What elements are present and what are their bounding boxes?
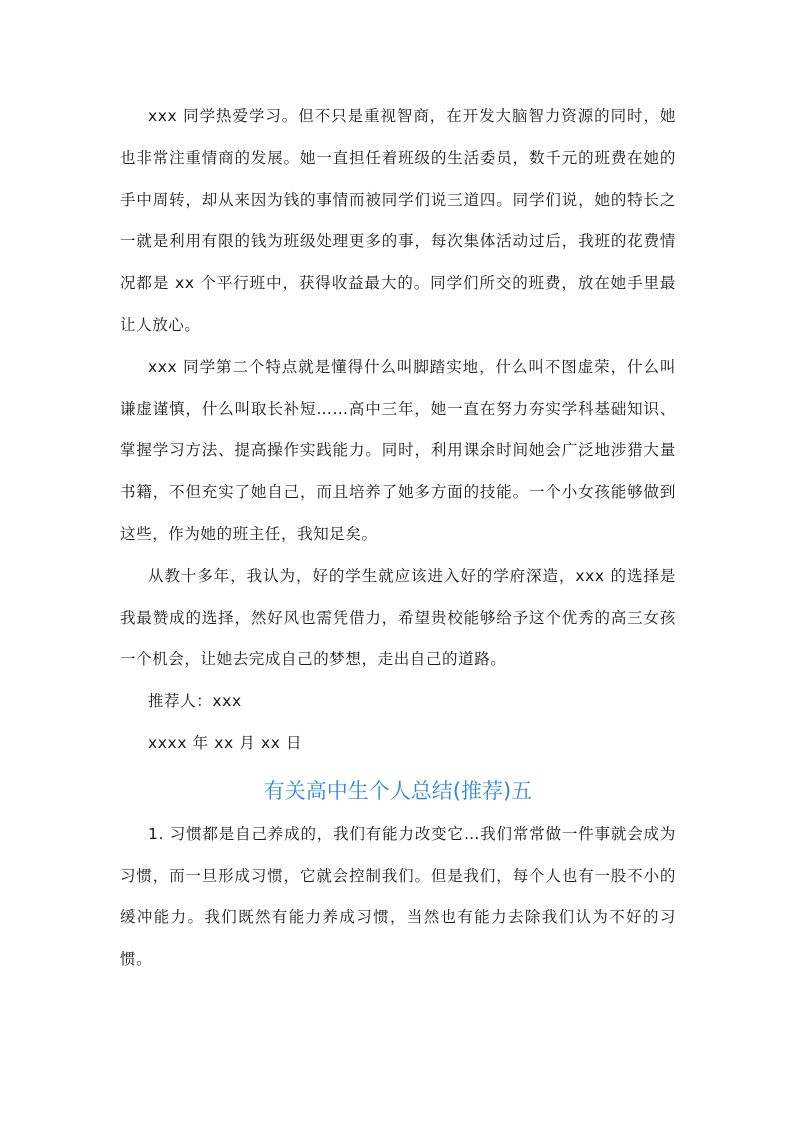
section-heading: 有关高中生个人总结(推荐)五	[263, 778, 533, 803]
document-page	[120, 96, 676, 981]
recommender-signature: 推荐人：xxx	[148, 692, 242, 711]
signature-date: xxxx 年 xx 月 xx 日	[148, 733, 303, 752]
paragraph-study: xxx 同学热爱学习。但不只是重视智商，在开发大脑智力资源的同时，她也非常注重情商的发展。她一直担任着班级的生活委员，数千元的班费在她的手中周转，却从来因为钱的事情而被同学们说三道四。同学们说，她的特长之一就是利用有限的钱为班级处理更多的事，每次集体活动过后，我班的花费情况都是 xx 个平行班中，获得收益最大的。同学们所交的班费，放在她手里最让人放心。	[120, 107, 676, 334]
paragraph-habits: 1. 习惯都是自己养成的，我们有能力改变它…我们常常做一件事就会成为习惯，而一旦形成习惯，它就会控制我们。但是我们，每个人也有一股不小的缓冲能力。我们既然有能力养成习惯，当然也有能力去除我们认为不好的习惯。	[120, 824, 676, 969]
paragraph-character: xxx 同学第二个特点就是懂得什么叫脚踏实地，什么叫不图虚荣，什么叫谦虚谨慎，什么叫取长补短……高中三年，她一直在努力夯实学科基础知识、掌握学习方法、提高操作实践能力。同时，利用课余时间她会广泛地涉猎大量书籍，不但充实了她自己，而且培养了她多方面的技能。一个小女孩能够做到这些，作为她的班主任，我知足矣。	[120, 357, 676, 543]
paragraph-recommendation: 从教十多年，我认为，好的学生就应该进入好的学府深造，xxx 的选择是我最赞成的选择，然好风也需凭借力，希望贵校能够给予这个优秀的高三女孩一个机会，让她去完成自己的梦想，走出自己的道路。	[120, 566, 676, 669]
